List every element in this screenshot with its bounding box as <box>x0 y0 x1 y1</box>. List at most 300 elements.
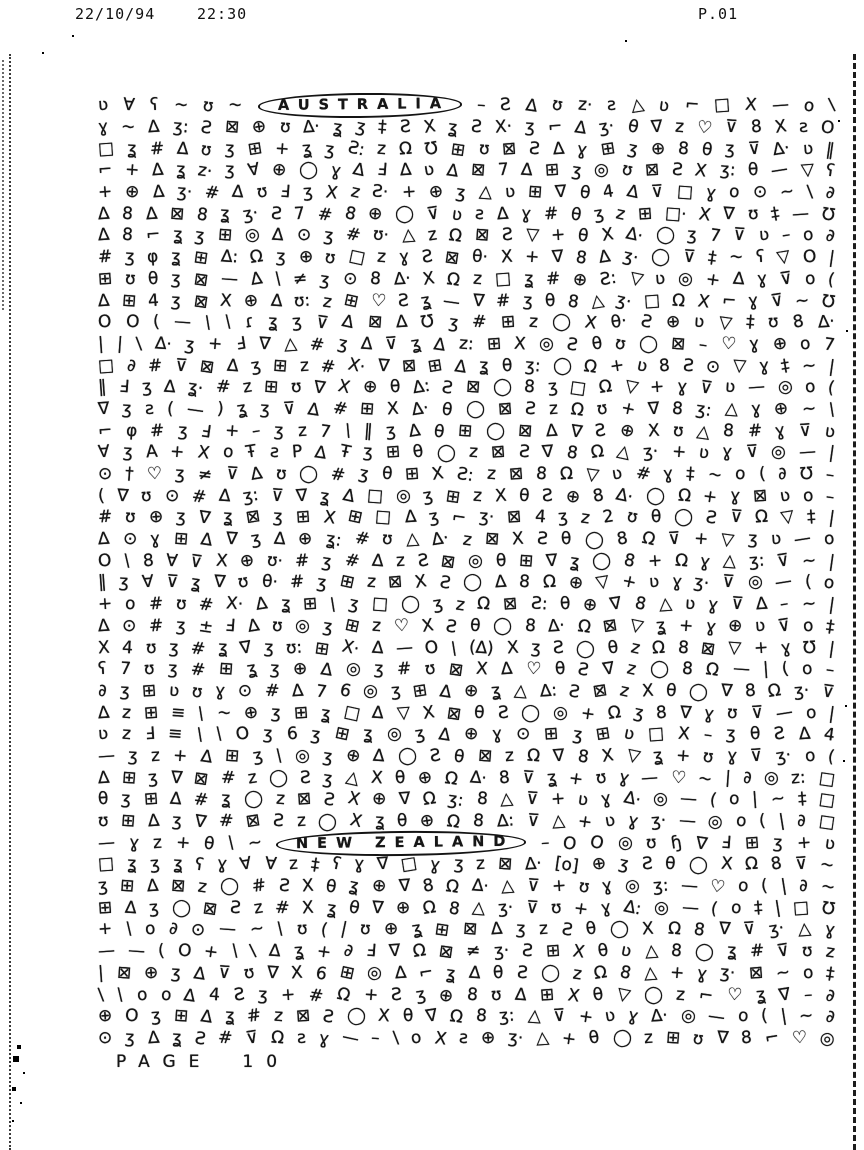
cipher-symbol: ʋ <box>610 463 624 485</box>
cipher-symbol: ʒ <box>148 897 160 919</box>
cipher-symbol: ‡ <box>806 507 817 528</box>
cipher-symbol: ɣ <box>704 616 717 638</box>
cipher-symbol: θ <box>388 376 401 398</box>
cipher-symbol: θ <box>591 983 606 1006</box>
cipher-symbol: ⊽ <box>282 398 296 420</box>
cipher-symbol: z <box>321 291 334 313</box>
cipher-symbol: 8 <box>574 247 588 269</box>
cipher-symbol: □ <box>676 181 694 203</box>
cipher-symbol: ɣ <box>747 290 759 311</box>
cipher-symbol: z <box>629 636 643 659</box>
cipher-symbol: ʊ <box>359 919 372 940</box>
cipher-symbol: ʋ <box>769 528 782 550</box>
cipher-symbol: ʒ <box>174 463 186 485</box>
cipher-symbol: ⊠ <box>506 506 523 528</box>
cipher-symbol: ⊠ <box>496 398 513 420</box>
cipher-symbol: □ <box>817 767 836 790</box>
cipher-symbol: z <box>297 420 308 441</box>
cipher-symbol: ɣ <box>706 594 720 616</box>
cipher-symbol: Ƨ <box>524 398 537 420</box>
cipher-symbol: 4 <box>822 724 836 746</box>
cipher-symbol: ∆· <box>771 137 792 160</box>
cipher-symbol: X <box>493 485 507 507</box>
cipher-symbol: 6 <box>337 680 353 702</box>
cipher-symbol: X <box>421 701 436 724</box>
cipher-symbol: # <box>147 593 164 615</box>
cipher-symbol: Ƨ <box>444 616 459 638</box>
cipher-symbol: ⊕ <box>727 615 744 637</box>
cipher-symbol: ⊽ <box>775 549 791 572</box>
cipher-symbol: ʒ <box>224 160 236 181</box>
cipher-symbol: ∆ <box>97 615 111 637</box>
cipher-symbol: + <box>169 441 186 463</box>
cipher-symbol: ʒ· <box>767 918 787 941</box>
cipher-symbol: Ƨ <box>270 203 283 225</box>
cipher-symbol: ʒ <box>97 875 109 897</box>
cipher-symbol: # <box>748 940 765 962</box>
cipher-symbol: ( <box>804 572 813 593</box>
cipher-symbol: ʋ <box>97 95 109 116</box>
cipher-symbol: # <box>495 290 512 312</box>
cipher-symbol: ʓ <box>652 745 664 767</box>
cipher-symbol: # <box>343 549 362 573</box>
cipher-symbol: z <box>395 550 406 572</box>
cipher-symbol: ∆· <box>471 875 490 897</box>
cipher-symbol: z <box>618 680 631 702</box>
cipher-symbol: ⊽ <box>425 202 441 225</box>
cipher-symbol: ʒ <box>269 658 281 680</box>
cipher-symbol: X <box>696 290 711 313</box>
cipher-symbol: θ· <box>260 571 279 593</box>
cipher-row <box>98 637 835 659</box>
cipher-symbol: ℧ <box>419 311 436 334</box>
scan-edge-artifact-right <box>853 54 856 1150</box>
cipher-symbol: Ƨ <box>682 355 695 376</box>
cipher-symbol: ⊠ <box>644 159 660 181</box>
cipher-symbol: z <box>348 181 362 203</box>
cipher-symbol: ∆ <box>169 788 183 810</box>
cipher-symbol: ∇ <box>694 833 709 855</box>
cipher-symbol: ʒ <box>530 637 542 658</box>
cipher-symbol: ɣ <box>823 919 837 942</box>
cipher-symbol: ⊞ <box>539 984 556 1006</box>
cipher-symbol: ʒ· <box>597 115 616 139</box>
cipher-symbol: ʒ <box>259 398 271 420</box>
cipher-symbol: ∆ <box>183 984 198 1007</box>
cipher-symbol: ⊞ <box>544 159 560 181</box>
cipher-symbol: ʊ <box>143 658 156 680</box>
cipher-symbol: ʒ <box>746 528 759 550</box>
cipher-symbol: ⊞ <box>121 290 137 312</box>
cipher-symbol: ⊞ <box>449 138 467 161</box>
cipher-symbol: ʕ <box>97 658 108 680</box>
cipher-symbol: z <box>245 767 258 789</box>
cipher-symbol: ∆ <box>395 311 408 333</box>
cipher-symbol: X <box>421 268 437 290</box>
cipher-symbol: Ω <box>704 659 721 682</box>
cipher-symbol: ⊞ <box>426 354 445 377</box>
cipher-symbol: — <box>97 745 116 767</box>
cipher-symbol: ∆: <box>220 246 239 268</box>
cipher-symbol: ∆ <box>394 962 407 984</box>
cipher-symbol: ʓ <box>235 398 249 420</box>
cipher-symbol: + <box>550 224 567 246</box>
cipher-symbol: ◯ <box>219 875 240 897</box>
cipher-symbol: ◯ <box>539 962 561 984</box>
cipher-symbol: ʓ <box>523 268 535 290</box>
cipher-symbol: o <box>804 268 817 290</box>
cipher-row <box>98 767 835 789</box>
cipher-symbol: ‡ <box>685 463 696 485</box>
cipher-symbol: + <box>692 528 709 550</box>
cipher-symbol: + <box>646 550 663 572</box>
cipher-symbol: Ω <box>582 355 599 378</box>
cipher-row <box>98 138 835 160</box>
cipher-symbol: △ <box>526 1005 542 1027</box>
cipher-symbol: ~ <box>248 918 266 941</box>
cipher-symbol: ∆ <box>273 528 286 550</box>
cipher-symbol: ⊽ <box>552 1005 567 1027</box>
scan-noise-specks <box>0 0 2 2</box>
cipher-symbol: ∇ <box>777 983 792 1006</box>
cipher-symbol: X <box>97 637 111 658</box>
cipher-symbol: z <box>274 789 286 810</box>
cipher-symbol: ≡ <box>170 702 187 724</box>
cipher-symbol: ∆· <box>154 333 173 355</box>
cipher-symbol: ∂ <box>742 767 753 788</box>
cipher-symbol: θ <box>401 1005 414 1027</box>
cipher-symbol: ⊞ <box>120 810 137 832</box>
cipher-row <box>98 334 835 356</box>
cipher-symbol: ɣ <box>726 745 739 767</box>
cipher-symbol: ◎ <box>362 680 379 702</box>
cipher-symbol: Ƨ <box>277 875 291 897</box>
cipher-symbol: ɣ <box>702 702 716 725</box>
cipher-symbol: ⊞ <box>143 702 159 724</box>
cipher-symbol: ∆ <box>340 311 356 334</box>
cipher-symbol: ∆ <box>755 593 769 615</box>
cipher-symbol: ( <box>152 312 161 333</box>
cipher-symbol: ♡ <box>525 658 542 680</box>
cipher-symbol: ⊠ <box>447 659 465 682</box>
cipher-symbol: ⊞ <box>263 376 280 398</box>
cipher-symbol: ⊞ <box>743 832 760 854</box>
cipher-symbol: ɣ <box>214 680 227 702</box>
cipher-symbol: ∆ <box>268 940 282 962</box>
cipher-symbol: ∆· <box>430 527 451 551</box>
cipher-symbol: z <box>152 832 163 854</box>
cipher-symbol: Ω <box>651 637 667 658</box>
cipher-symbol: – <box>476 95 486 116</box>
cipher-symbol: ◯ <box>643 983 664 1006</box>
cipher-symbol: ∂ <box>824 225 837 247</box>
cipher-symbol: o <box>799 333 812 355</box>
cipher-symbol: ⊕ <box>437 984 455 1007</box>
cipher-symbol: ∆ <box>438 681 453 703</box>
cipher-symbol: ʓ <box>172 225 184 246</box>
fax-page-indicator: P.01 <box>698 5 739 23</box>
cipher-symbol: ◯ <box>462 571 484 594</box>
cipher-symbol: 4 <box>533 507 547 528</box>
cipher-symbol: ʊ <box>274 463 287 485</box>
cipher-symbol: ʊ <box>295 919 308 940</box>
cipher-symbol: ♡ <box>370 290 387 312</box>
cipher-symbol: □ <box>647 723 666 745</box>
cipher-symbol: — <box>218 918 237 941</box>
cipher-symbol: ʓ <box>220 789 232 810</box>
cipher-symbol: + <box>567 767 585 790</box>
cipher-symbol: ʒ: <box>695 398 714 421</box>
cipher-symbol: # <box>197 594 215 617</box>
cipher-symbol: Ƨ <box>552 637 565 658</box>
cipher-symbol: ʒ· <box>478 506 495 528</box>
cipher-symbol: ɣ <box>128 832 140 854</box>
cipher-symbol: ʊ <box>613 333 628 355</box>
cipher-symbol: # <box>396 658 412 680</box>
cipher-symbol: ʓ <box>292 940 305 962</box>
cipher-symbol: — <box>747 376 766 398</box>
cipher-symbol: 8 <box>121 225 134 246</box>
cipher-symbol: ⊕ <box>383 918 400 940</box>
cipher-row <box>98 203 835 225</box>
cipher-symbol: ⊞ <box>411 679 429 702</box>
cipher-row <box>98 572 835 594</box>
cipher-symbol: + <box>576 811 594 833</box>
cipher-symbol: θ <box>97 789 110 810</box>
cipher-symbol: ʒ: <box>748 550 766 572</box>
scan-edge-artifact-left <box>9 54 11 1150</box>
cipher-symbol: ʒ: <box>447 789 466 812</box>
cipher-symbol: ʓ: <box>324 529 343 552</box>
cipher-symbol: ⊠ <box>366 311 383 333</box>
cipher-symbol: ʒ <box>273 420 286 441</box>
cipher-symbol: Ω <box>526 745 541 767</box>
cipher-symbol: ⊽ <box>165 572 180 593</box>
cipher-symbol: ʒ <box>290 311 303 333</box>
cipher-symbol: ⌐ <box>683 94 700 116</box>
cipher-symbol: ʋ <box>647 572 660 593</box>
cipher-symbol: Ƨ <box>416 550 430 572</box>
cipher-symbol: ⊞ <box>217 224 233 246</box>
cipher-symbol: ◯ <box>645 485 666 507</box>
cipher-symbol: ⊽ <box>682 246 697 268</box>
cipher-symbol: ⊕ <box>148 506 164 528</box>
cipher-symbol: z <box>674 116 685 138</box>
cipher-symbol: ⊽ <box>769 289 785 312</box>
cipher-symbol: ∆· <box>547 615 566 637</box>
cipher-symbol: ⊽ <box>775 940 791 963</box>
cipher-symbol: ◎ <box>680 1005 697 1027</box>
cipher-symbol: ʒ <box>522 290 534 311</box>
cipher-symbol: + <box>551 875 568 897</box>
cipher-symbol: z <box>528 311 539 333</box>
cipher-symbol: ⊕ <box>271 159 287 181</box>
cipher-symbol: ∆ <box>291 680 304 702</box>
cipher-symbol: – <box>824 659 836 681</box>
cipher-row <box>98 616 835 638</box>
cipher-symbol: ɣ <box>626 1005 641 1028</box>
cipher-symbol: ʊ· <box>266 550 284 572</box>
cipher-symbol: + <box>97 593 113 615</box>
cipher-symbol: ʋ <box>422 159 436 182</box>
cipher-symbol: ▽ <box>732 355 747 377</box>
cipher-symbol: △ <box>535 1027 550 1049</box>
cipher-symbol: □ <box>494 268 512 290</box>
cipher-symbol: — <box>680 897 700 919</box>
cipher-symbol: ⊞ <box>141 680 157 702</box>
cipher-symbol: ʒ <box>248 528 262 550</box>
cipher-symbol: ʋ <box>754 615 767 637</box>
cipher-symbol: ʋ <box>683 593 696 615</box>
cipher-symbol: ⊞ <box>385 441 401 463</box>
cipher-symbol: – <box>370 1027 381 1049</box>
cipher-symbol: ∆ <box>732 268 745 290</box>
cipher-symbol: θ <box>500 355 513 376</box>
cipher-symbol: ∆: <box>538 680 558 702</box>
cipher-symbol: φ <box>125 420 138 442</box>
cipher-symbol: ⊕ <box>371 788 387 810</box>
cipher-symbol: ◯ <box>610 1026 634 1050</box>
cipher-symbol: ≠ <box>292 268 309 290</box>
cipher-symbol: X <box>571 941 587 963</box>
cipher-symbol: | <box>827 594 836 616</box>
cipher-symbol: ▽ <box>717 312 733 335</box>
cipher-symbol: ( <box>758 810 767 832</box>
cipher-symbol: ⊞ <box>119 875 136 897</box>
cipher-symbol: 8 <box>195 204 209 226</box>
cipher-symbol: θ <box>202 833 216 855</box>
cipher-symbol: # <box>307 984 325 1007</box>
cipher-symbol: ʒ <box>309 724 323 746</box>
cipher-symbol: ʓ <box>126 854 138 875</box>
cipher-symbol: ʒ: <box>523 355 541 377</box>
cipher-row <box>98 182 835 204</box>
cipher-symbol: ⊞ <box>302 593 319 615</box>
cipher-symbol: ∆ <box>490 919 503 940</box>
cipher-symbol: ‡ <box>752 897 763 919</box>
cipher-symbol: ʒ <box>384 420 397 441</box>
cipher-symbol: Ω <box>673 550 689 572</box>
cipher-symbol: ∂ <box>798 875 809 897</box>
cipher-symbol: ʒ <box>122 442 134 463</box>
cipher-symbol: ʊ <box>594 766 608 789</box>
cipher-symbol: ⊽ <box>244 1027 260 1049</box>
cipher-symbol: ⊽ <box>798 420 812 442</box>
cipher-symbol: ⊠ <box>116 962 132 984</box>
cipher-symbol: ∆ <box>403 507 417 528</box>
cipher-symbol: # <box>542 203 559 225</box>
cipher-symbol: ʊ <box>290 376 303 398</box>
cipher-symbol: o <box>728 181 741 203</box>
cipher-symbol: ‡ <box>779 355 792 377</box>
cipher-symbol: ∇ <box>552 745 566 767</box>
cipher-symbol: Ⅎ <box>279 181 291 203</box>
cipher-symbol: ( <box>826 746 837 768</box>
cipher-symbol: ʕ <box>824 160 837 182</box>
cipher-symbol: z <box>625 658 639 680</box>
cipher-symbol: # <box>264 680 280 702</box>
cipher-symbol: ∂ <box>341 940 355 962</box>
cipher-symbol: ⊞ <box>246 137 264 160</box>
cipher-symbol: ⊕ <box>463 680 480 702</box>
cipher-symbol: ∇ <box>569 420 584 443</box>
cipher-row <box>98 160 835 182</box>
cipher-symbol: ∇ <box>722 203 736 225</box>
cipher-symbol: ∇ <box>193 811 208 833</box>
cipher-symbol: △ <box>471 897 487 919</box>
cipher-symbol: + <box>202 941 220 964</box>
cipher-symbol: ʊ <box>702 746 716 768</box>
cipher-symbol: ʋ <box>622 723 637 746</box>
cipher-symbol: Ω <box>444 876 461 898</box>
cipher-symbol: ◯ <box>435 442 458 465</box>
cipher-symbol: ‡ <box>769 203 781 225</box>
cipher-symbol: ⊽ <box>732 225 747 246</box>
cipher-symbol: ⊙ <box>341 267 360 291</box>
cipher-symbol: ɣ <box>398 246 410 268</box>
cipher-symbol: ʕ <box>149 95 160 116</box>
cipher-symbol: — <box>732 658 751 680</box>
cipher-symbol: ▽ <box>584 464 601 486</box>
cipher-symbol: ʒ <box>322 768 335 790</box>
cipher-symbol: ∆· <box>410 397 431 421</box>
cipher-symbol: # <box>308 334 326 356</box>
cipher-symbol: 8 <box>658 355 671 376</box>
cipher-symbol: o <box>135 984 148 1005</box>
cipher-row <box>98 941 835 963</box>
cipher-symbol: ʒ <box>362 442 374 463</box>
cipher-symbol: o <box>823 572 837 595</box>
cipher-symbol: X· <box>225 593 245 615</box>
cipher-symbol: + <box>224 420 240 442</box>
cipher-symbol: ≡ <box>167 723 184 745</box>
cipher-symbol: # <box>329 464 347 486</box>
cipher-symbol: X <box>773 116 788 138</box>
cipher-symbol: ∆ <box>545 420 558 442</box>
cipher-symbol: ∆ <box>97 225 111 246</box>
cipher-symbol: ∆ <box>147 810 161 832</box>
cipher-symbol: ɣ <box>698 551 712 573</box>
cipher-symbol: ◯ <box>484 420 506 442</box>
cipher-symbol: o <box>221 442 234 463</box>
cipher-symbol: ∇ <box>376 854 390 875</box>
cipher-symbol: Ƨ <box>516 962 529 984</box>
cipher-symbol: | <box>827 247 837 269</box>
cipher-symbol: Ƨ: <box>529 593 548 615</box>
cipher-symbol: ∀ <box>97 441 111 463</box>
cipher-symbol: — <box>773 571 794 594</box>
cipher-symbol: – <box>697 334 709 356</box>
cipher-symbol: ʓ <box>446 117 460 139</box>
cipher-grid <box>98 95 835 1049</box>
cipher-symbol: ʓ <box>126 138 138 160</box>
cipher-symbol: □· <box>664 203 688 225</box>
cipher-symbol: + <box>315 941 333 964</box>
cipher-symbol: ⊕ <box>124 181 141 203</box>
cipher-symbol: 8 <box>677 138 690 160</box>
cipher-symbol: + <box>560 1028 578 1050</box>
cipher-symbol: ⊕ <box>581 594 599 617</box>
cipher-symbol: ◎ <box>776 376 794 399</box>
cipher-symbol: # <box>203 182 221 204</box>
cipher-symbol: X <box>301 897 315 919</box>
cipher-symbol: Ω <box>766 680 783 702</box>
cipher-symbol: — <box>679 788 699 810</box>
cipher-symbol: | <box>776 810 786 832</box>
cipher-symbol: □ <box>399 853 419 876</box>
cipher-symbol: ʋ <box>823 421 837 443</box>
cipher-symbol: + <box>577 1006 595 1029</box>
